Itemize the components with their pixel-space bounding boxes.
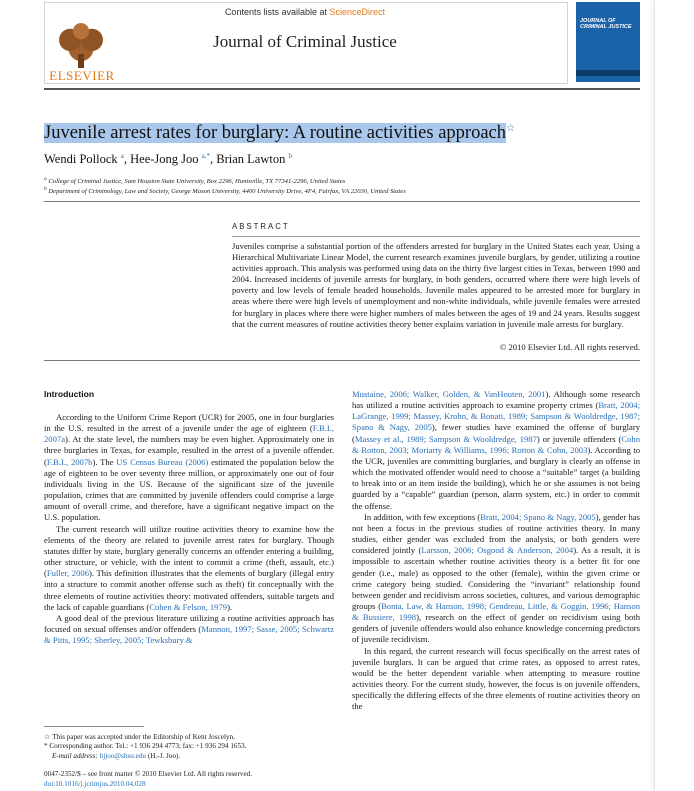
author-affiliation-mark[interactable]: b	[288, 152, 292, 160]
citation-link[interactable]: Bratt, 2004; LaGrange, 1999; Massey, Krohn, & Bonati, 1989; Sampson & Wooldredge, 1987; Spano & Nagy, 2005	[352, 400, 640, 433]
author-affiliation-mark[interactable]: a	[120, 152, 124, 160]
author-name[interactable]: Hee-Jong Joo	[130, 152, 199, 167]
paragraph	[352, 389, 640, 512]
text-run: A good deal of the previous literature utilizing a routine activities approach has focused on sexual offenses and/or offenders (	[44, 612, 334, 634]
citation-link[interactable]: Cohen & Felson, 1979	[149, 601, 228, 612]
email-link[interactable]: hjjoo@shsu.edu	[99, 752, 147, 760]
elsevier-tree-trunk	[78, 54, 84, 68]
issn-line: 0047-2352/$ – see front matter © 2010 Elsevier Ltd. All rights reserved.	[44, 770, 253, 778]
sciencedirect-link[interactable]: ScienceDirect	[329, 7, 386, 17]
article-title	[44, 123, 515, 144]
cover-band	[576, 70, 640, 76]
text-run: estimated the population below the age of eighteen to be over seventy three million, or approximately one out of four individuals living in the US. Because of the significant size of the juvenile population, crimes that are committed by juvenile offenders could comprise a large amount of overall crime, and therefore, have a significant negative impact on the U.S. population.	[44, 456, 334, 523]
author-list	[44, 152, 292, 167]
journal-cover[interactable]	[576, 2, 640, 82]
abstract-rule	[232, 236, 640, 237]
citation-link[interactable]: Cohn & Rotton, 2003; Moriarty & Williams, 1996; Rotton & Cohn, 2003	[352, 433, 641, 455]
header-rule	[44, 88, 640, 90]
viewer-sidebar	[654, 0, 694, 791]
abstract-divider	[44, 360, 640, 361]
citation-link[interactable]: F.B.I., 2007b	[46, 456, 93, 467]
left-column	[44, 412, 334, 646]
doi-link[interactable]: doi:10.1016/j.jcrimjus.2010.04.028	[44, 780, 146, 788]
affiliation-mark: b	[44, 186, 47, 192]
email-suffix: (H.-J. Joo).	[146, 752, 181, 760]
citation-link[interactable]: US Census Bureau (2006)	[116, 456, 209, 467]
citation-link[interactable]: Massey et al., 1989; Sampson & Wooldredge, 1987	[354, 433, 537, 444]
text-run: ), fewer studies have examined the offense of burglary (	[352, 422, 640, 444]
author-affiliation-mark[interactable]: a,*	[201, 152, 210, 160]
citation-link[interactable]: F.B.I., 2007a	[44, 423, 334, 445]
contents-line	[44, 7, 566, 17]
footnote-email	[52, 752, 180, 760]
text-run: ). The	[92, 456, 117, 467]
text-run: ), gender has not been a focus in the previous studies of routine activities theory. In many studies, either gender was excluded from the analysis, or both genders were considered jointly (	[352, 511, 640, 556]
text-run: ). Although some research has utilized a routine activities approach to examine property crimes (	[352, 389, 640, 411]
right-column	[352, 389, 640, 713]
title-footnote-mark[interactable]: ☆	[506, 123, 515, 134]
meta-divider	[44, 201, 640, 202]
author-separator: ,	[210, 152, 217, 167]
citation-link[interactable]: Mustaine, 2006; Walker, Golden, & VanHouten, 2001	[352, 389, 546, 399]
publisher-name: ELSEVIER	[49, 68, 115, 83]
paragraph	[44, 412, 334, 524]
abstract-heading: ABSTRACT	[232, 222, 290, 231]
text-run: In this regard, the current research will focus specifically on the arrest rates of juvenile burglars. It can be argued that crime rates, as opposed to arrest rates, would be the better dependent variable when attempting to measure routine activities theory. For the current study, however, the focus is on juvenile offenders, specifically the differing effects of the three elements of routine activities theory on the	[352, 645, 640, 712]
abstract-copyright: © 2010 Elsevier Ltd. All rights reserved.	[499, 342, 640, 352]
paragraph	[44, 524, 334, 613]
section-heading-introduction: Introduction	[44, 389, 95, 399]
paragraph	[352, 646, 640, 713]
text-run: ). This definition illustrates that the elements of burglary (illegal entry into a structure to commit another offense such as theft) fit conceptually with the three elements of routine activities theory: motivated offenders, suitable targets and the lack of capable guardians (	[44, 568, 334, 612]
author-name[interactable]: Brian Lawton	[216, 152, 286, 167]
text-run: ). As a result, it is impossible to ascertain whether routine activities theory is a better fit for one gender (i.e., male) as opposed to the other (female), within the given crime or crime category being studied. Considering the “invariant” relationship found between gender and recidivism across societies, cultures, and various demographic groups (	[352, 545, 640, 611]
citation-link[interactable]: Bratt, 2004; Spano & Nagy, 2005	[480, 511, 596, 522]
footnote-rule	[44, 726, 144, 727]
affiliation	[44, 176, 345, 185]
cover-title: JOURNAL OF CRIMINAL JUSTICE	[580, 18, 632, 30]
footnote-corresponding: * Corresponding author. Tel.: +1 936 294 4773; fax: +1 936 294 1653.	[44, 742, 247, 750]
text-run: ). According to the UCR, juveniles are committing burglaries, and burglary is clearly an offense in which the motivated offender would need to choose a “suitable” target (a building to break into or an item inside the building), which he or she assumes is not being guarded by a “capable” guardian (person, alarm system, etc.) in order to commit the offense.	[352, 444, 640, 511]
citation-link[interactable]: Fuller, 2006	[46, 568, 89, 579]
journal-title[interactable]: Journal of Criminal Justice	[213, 32, 397, 51]
author-name[interactable]: Wendi Pollock	[44, 152, 118, 167]
text-run: In addition, with few exceptions (	[364, 511, 481, 522]
citation-link[interactable]: Larsson, 2006; Osgood & Anderson, 2004	[421, 545, 574, 556]
article-title-text[interactable]: Juvenile arrest rates for burglary: A routine activities approach	[44, 123, 507, 144]
text-run: The current research will utilize routine activities theory to examine how the elements of the theory are related to juvenile arrest rates for burglary. Though statutes differ by state, burglary generally concerns an offender entering a building, other structure, or vehicle, with the intent to commit a crime (theft, assault, etc.) (	[44, 523, 334, 579]
abstract-text: Juveniles comprise a substantial portion of the offenders arrested for burglary in the United States each year. Using a Hierarchical Multivariate Linear Model, the current research examines juvenile burglars, by gender, utilizing a routine activities approach. This analysis was performed using data on the thirty five largest cities in Texas, between 1990 and 2004. Increased incidents of juvenile arrests for burglary, in both genders, occurred where there were high levels of poverty and low levels of female headed households. Juvenile males appeared to be arrested more for burglary in areas where there were high levels of unemployment and non-white individuals, while juvenile females were arrested for burglary in places where there were higher numbers of males between the ages of 19 and 24 years. Results suggest that the current measures of routine activities theory better explains variation in juvenile male arrests for burglary.	[232, 241, 640, 329]
text-run: ) or juvenile offenders (	[536, 433, 622, 444]
contents-prefix: Contents lists available at	[224, 7, 327, 17]
text-run: ).	[227, 601, 233, 612]
author-separator: ,	[123, 152, 131, 167]
affiliation-text: Department of Criminology, Law and Society, George Mason University, 4400 University Drive, 4F4, Fairfax, VA 22030, United States	[46, 188, 406, 196]
affiliation-mark: a	[44, 176, 47, 182]
doi-line	[44, 780, 146, 788]
paragraph	[44, 613, 334, 646]
citation-link[interactable]: Bonta, Law, & Hanson, 1998; Gendreau, Little, & Goggin, 1996; Hanson & Bussiere, 1998	[352, 600, 640, 623]
email-label: E-mail address:	[52, 752, 98, 760]
footnote-editorship: ☆ This paper was accepted under the Editorship of Kent Joscelyn.	[44, 733, 235, 741]
text-run: ), research on the effect of gender on recidivism using both genders of juvenile offenders would also enhance knowledge concerning predictors of juvenile recidivism.	[352, 612, 640, 645]
affiliation-text: College of Criminal Justice, Sam Houston State University, Box 2296, Huntsville, TX 77341-2296, United States	[46, 178, 346, 186]
paragraph	[352, 512, 640, 646]
text-run: ). At the state level, the numbers may be even higher. Approximately one in three burglaries in Texas, for example, resulted in the arrest of a juvenile offender. (	[44, 434, 334, 467]
citation-link[interactable]: Mannon, 1997; Sasse, 2005; Schwartz & Pitts, 1995; Sherley, 2005; Tewksbury &	[44, 623, 334, 646]
affiliation	[44, 186, 406, 195]
text-run: According to the Uniform Crime Report (UCR) for 2005, one in four burglaries in the U.S. resulted in the arrest of a juvenile under the age of eighteen (	[44, 412, 334, 434]
